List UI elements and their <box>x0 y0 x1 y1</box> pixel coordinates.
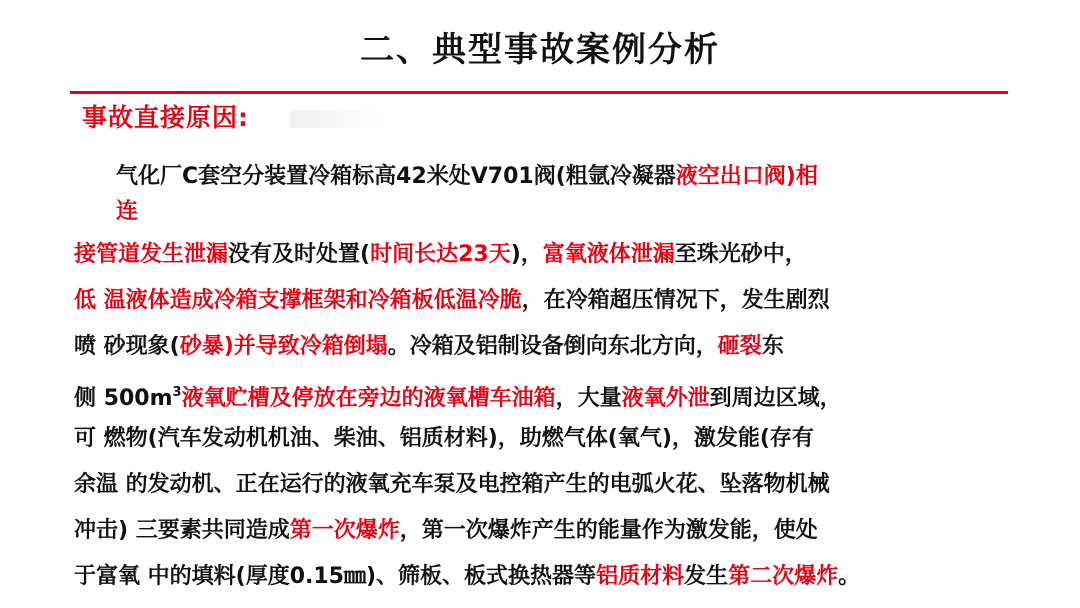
highlighted-text: 液氧外泄 <box>621 386 710 411</box>
highlighted-text: 连 <box>116 199 139 224</box>
highlighted-text: 液空出口阀)相 <box>675 164 818 189</box>
highlighted-text: 接管道发生泄漏 <box>74 242 229 267</box>
body-line <box>116 162 818 192</box>
highlighted-text: 富氧液体泄漏 <box>542 242 675 267</box>
body-text: 至珠光砂中， <box>674 242 807 267</box>
body-line <box>74 424 814 454</box>
body-line <box>74 470 830 500</box>
body-line <box>74 562 860 592</box>
body-text: 东 <box>761 334 784 359</box>
body-text: 到周边区域， <box>709 386 842 411</box>
highlighted-text: 低 温液体造成冷箱支撑框架和冷箱板低温冷脆 <box>74 288 522 313</box>
body-text: 侧 500m <box>74 386 173 411</box>
highlighted-text: 第二次爆炸 <box>728 564 839 589</box>
body-text: 余温 的发动机、正在运行的液氧充车泵及电控箱产生的电弧火花、坠落物机械 <box>74 472 830 497</box>
body-line <box>74 516 818 546</box>
body-line <box>74 378 842 414</box>
body-text: 气化厂C套空分装置冷箱标高42米处V701阀(粗氩冷凝器 <box>116 164 676 189</box>
body-text: 喷 砂现象( <box>74 334 180 359</box>
body-line <box>74 332 784 362</box>
slide-title: 二、典型事故案例分析 <box>360 30 720 70</box>
body-text: 没有及时处置( <box>228 242 371 267</box>
body-text: ，大量 <box>555 386 622 411</box>
highlighted-text: 砸裂 <box>717 334 762 359</box>
body-text: 。 <box>838 564 861 589</box>
highlighted-text: 液氧贮槽及停放在旁边的液氧槽车油箱 <box>181 386 556 411</box>
body-text: 发生 <box>684 564 729 589</box>
highlighted-text: 砂暴)并导致冷箱倒塌 <box>179 334 388 359</box>
body-text: 于富氧 中的填料(厚度0.15㎜)、筛板、板式换热器等 <box>74 564 597 589</box>
highlighted-text: 铝质材料 <box>596 564 685 589</box>
body-text: 可 燃物(汽车发动机机油、柴油、铝质材料)，助燃气体(氧气)，激发能(存有 <box>74 426 814 451</box>
body-text: 冲击) 三要素共同造成 <box>74 518 290 543</box>
heading-shadow-decoration <box>290 110 385 128</box>
highlighted-text: 时间长达23天 <box>370 242 511 267</box>
body-text: 3 <box>172 385 182 400</box>
body-text: 。冷箱及铝制设备倒向东北方向， <box>387 334 718 359</box>
highlighted-text: 第一次爆炸 <box>289 518 400 543</box>
body-text: )， <box>510 242 543 267</box>
body-text: ，第一次爆炸产生的能量作为激发能，使处 <box>399 518 818 543</box>
body-line <box>74 240 807 270</box>
body-text: ，在冷箱超压情况下，发生剧烈 <box>521 288 830 313</box>
body-line <box>74 286 830 316</box>
body-line <box>116 197 138 227</box>
section-heading: 事故直接原因: <box>82 103 249 132</box>
title-divider <box>70 91 1008 94</box>
